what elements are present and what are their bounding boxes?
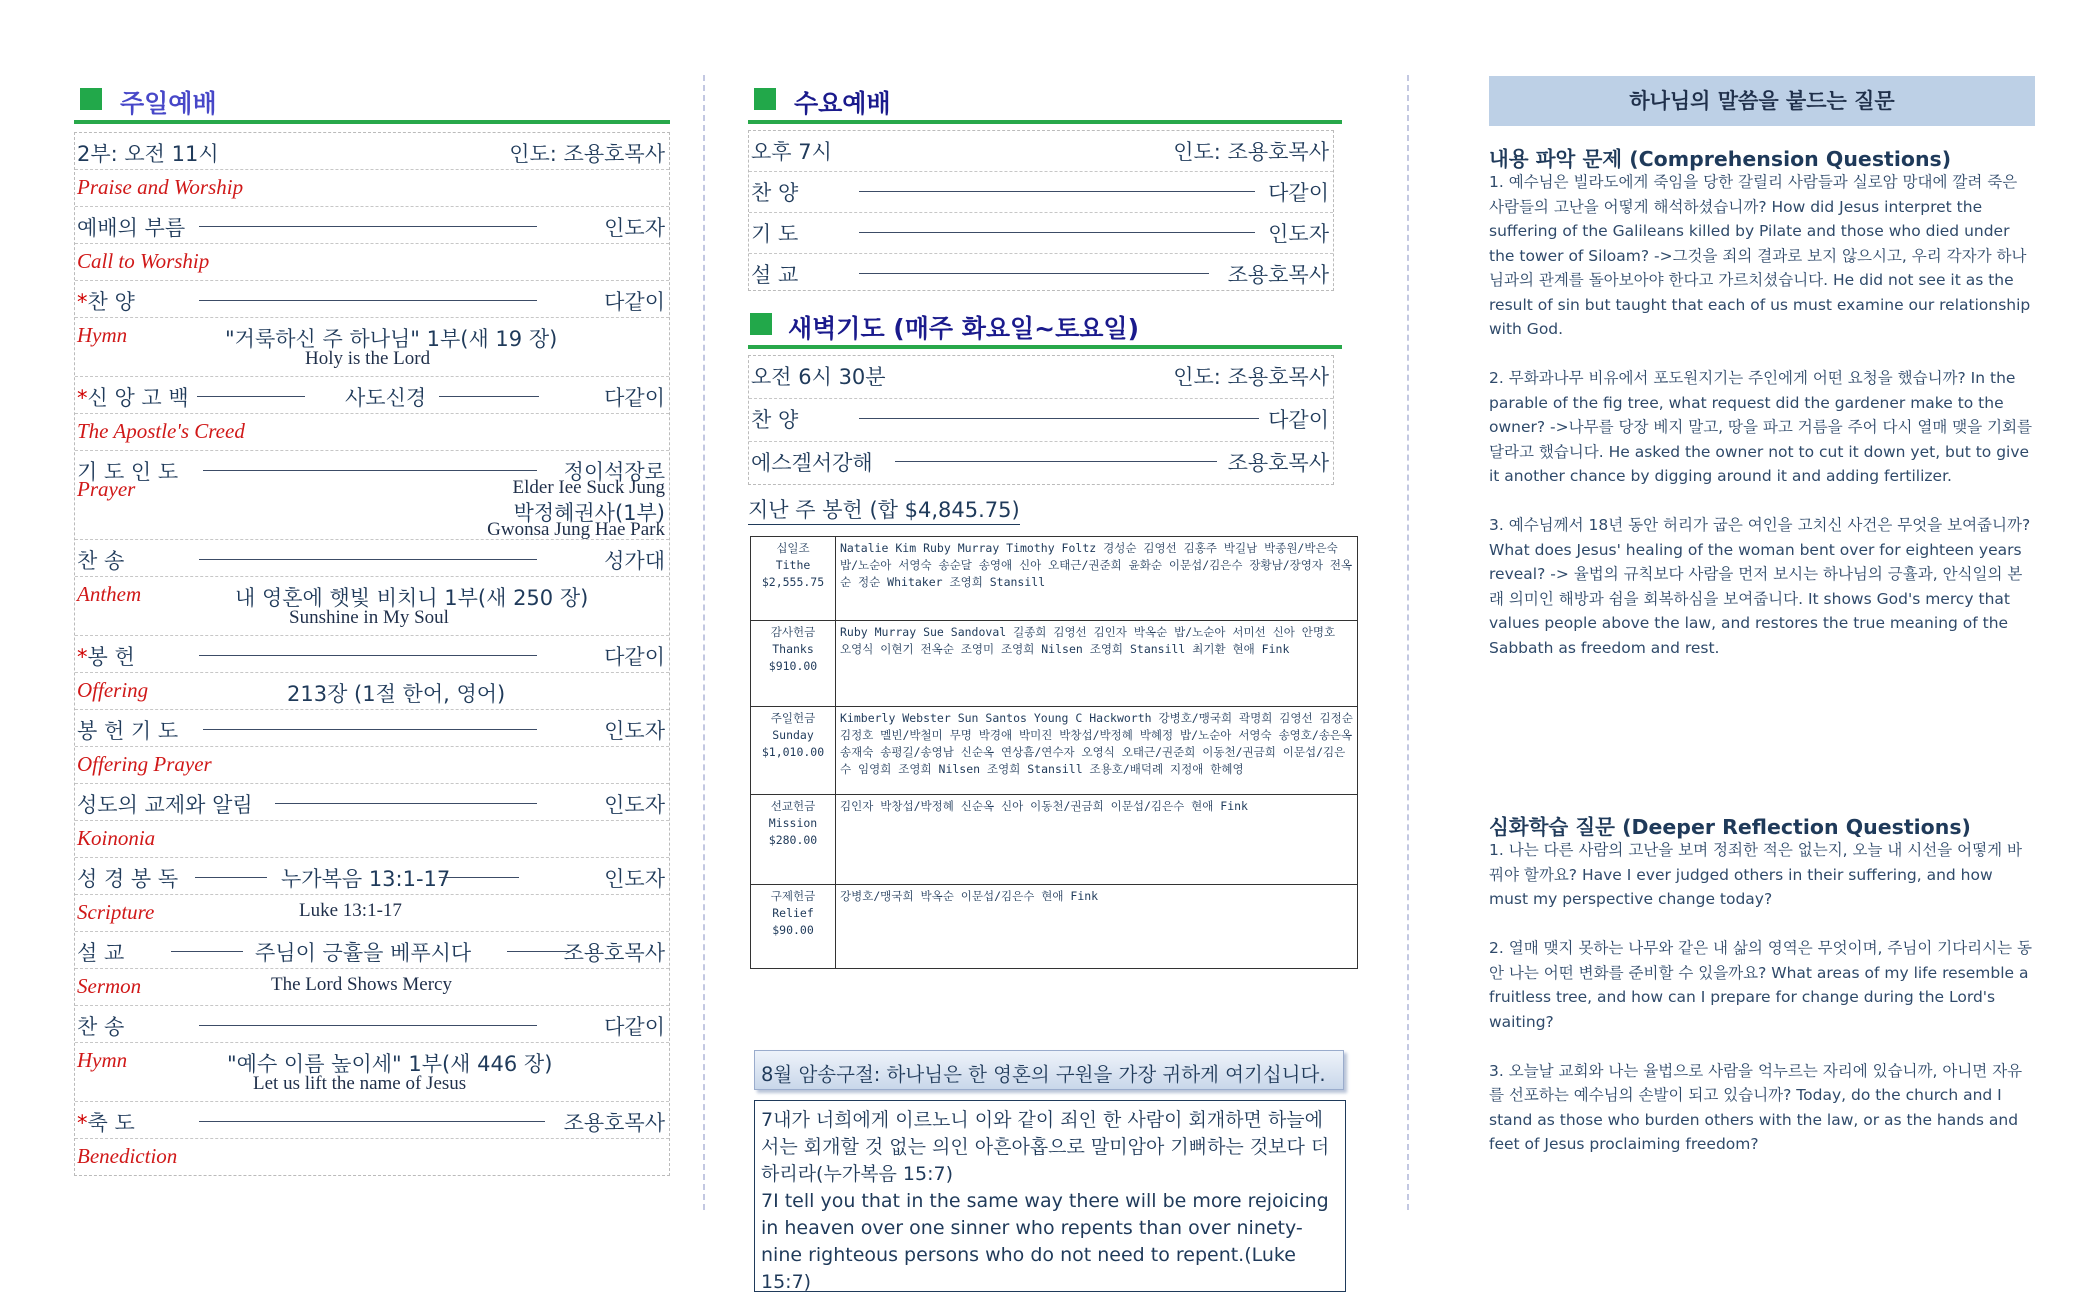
dawn-leader: 인도: 조용호목사 [1173, 365, 1329, 389]
sermon-sub: The Lord Shows Mercy [271, 974, 452, 995]
list-item: 3. 예수님께서 18년 동안 허리가 굽은 여인을 고치신 사건은 무엇을 보여줍니까? What does Jesus' healing of the woman bent over for eighteen years reveal? -> 율법의 규칙보다 사람을 먼저 보시는 하나님의 긍휼과, 안식일의 본래 의미인 해방과 쉼을 회복하심을 보여줍니다. It shows God's mercy that values people above the law, and restores the true meaning of the Sabbath as freedom and rest. [1489, 516, 2031, 657]
offering-amount: $910.00 [768, 659, 818, 673]
bene-who: 조용호목사 [563, 1111, 665, 1135]
memory-verse-header [754, 1050, 1344, 1090]
offering-amount: $1,010.00 [761, 745, 825, 759]
star-mark: * [77, 290, 88, 314]
offering-names: Ruby Murray Sue Sandoval 길종희 김영선 김인자 박옥순 밥/노순아 서미선 신아 안명호 오영식 이현기 전옥순 조영미 조영희 Nilsen 조영희 Stansill 최기환 현애 Fink [836, 621, 1358, 707]
hymn2-title: "예수 이름 높이세" 1부(새 446 장) [227, 1052, 553, 1076]
hymn1-en: Hymn [77, 323, 128, 347]
dawn-title: 새벽기도 (매주 화요일~토요일) [788, 314, 1140, 343]
prayer-en2: Gwonsa Jung Hae Park [487, 519, 665, 540]
oprayer-who: 인도자 [604, 719, 665, 743]
dawn-r1-who: 다같이 [1268, 408, 1329, 432]
offering-kind-en: Relief [772, 906, 814, 920]
offering-table [750, 536, 1358, 969]
list-item: 2. 열매 맺지 못하는 나무와 같은 내 삶의 영역은 무엇이며, 주님이 기다리시는 동안 나는 어떤 변화를 준비할 수 있을까요? What areas of my life resemble a fruitless tree, and how can I prepare for change during the Lord's waiting? [1489, 939, 2033, 1031]
hymn1-sub: Holy is the Lord [305, 348, 431, 369]
bene-en: Benediction [77, 1144, 178, 1168]
deeper-title: 심화학습 질문 (Deeper Reflection Questions) [1489, 815, 1971, 839]
wednesday-title: 수요예배 [794, 89, 891, 118]
koin-ko: 성도의 교제와 알림 [77, 793, 253, 817]
wed-time: 오후 7시 [751, 140, 832, 164]
offering-kind: 주일헌금 [770, 711, 816, 725]
list-item: 1. 나는 다른 사람의 고난을 보며 정죄한 적은 없는지, 오늘 내 시선을 어떻게 바꿔야 할까요? Have I ever judged others in their suffering, and how must my perspective change today? [1489, 841, 2022, 908]
oprayer-en: Offering Prayer [77, 752, 212, 776]
offering-names: Natalie Kim Ruby Murray Timothy Foltz 경성순 김영선 김홍주 박길남 박종원/박은숙 밥/노순아 서영숙 송순달 송영애 신아 오태근/권준희 윤화순 이문섭/김은수 장황남/장영자 전옥순 정순 Whitaker 조영희 Stansill [836, 537, 1358, 621]
dawn-r2-who: 조용호목사 [1227, 451, 1329, 475]
sunday-title: 주일예배 [120, 89, 217, 118]
list-item: 1. 예수님은 빌라도에게 죽임을 당한 갈릴리 사람들과 실로암 망대에 깔려 죽은 사람들의 고난을 어떻게 해석하셨습니까? How did Jesus interpret the suffering of the Galileans killed by Pilate and those who died under the tower of Siloam? ->그것을 죄의 결과로 보지 않으시고, 우리 각자가 하나님과의 관계를 돌아보아야 한다고 가르치셨습니다. He did not see it as the result of sin but taught that each of us must examine our relationship with God. [1489, 173, 2031, 338]
scripture-en: Scripture [77, 900, 155, 924]
deeper-questions [1489, 838, 2035, 1181]
column-divider [703, 75, 705, 1210]
bene-ko: 축 도 [87, 1111, 135, 1135]
hymn2-ko: 찬 송 [77, 1015, 125, 1039]
memory-verse-ko: 7내가 너희에게 이르노니 이와 같이 죄인 한 사람이 회개하면 하늘에서는 회개할 것 없는 의인 아흔아홉으로 말미암아 기뻐하는 것보다 더하리라(누가복음 15:7) [761, 1109, 1330, 1185]
wednesday-order [748, 130, 1334, 291]
scripture-ko: 성 경 봉 독 [77, 867, 179, 891]
offering-kind-en: Thanks [772, 642, 814, 656]
prayer-who1: 정이석장로 [563, 460, 665, 484]
koin-en: Koinonia [77, 826, 156, 850]
table-row [751, 707, 1358, 795]
dawn-order [748, 355, 1334, 485]
scripture-mid: 누가복음 13:1-17 [281, 867, 451, 891]
memory-verse-title: 8월 암송구절: 하나님은 한 영혼의 구원을 가장 귀하게 여기십니다. [761, 1063, 1326, 1086]
sermon-ko: 설 교 [77, 941, 125, 965]
offering-amount: $90.00 [772, 923, 814, 937]
section-square-icon [80, 88, 102, 110]
section-square-icon [754, 88, 776, 110]
offering-names: Kimberly Webster Sun Santos Young C Hackworth 강병호/맹국희 곽명희 김영선 김정순 김정호 멜빈/박철미 무명 박경애 박미진 박창섭/박정혜 박혜정 밥/노순아 서영숙 송영호/송은옥 송재숙 송평길/송영남 신순옥 연상흠/연수자 오영식 오태근/권준희 이동천/권금희 이문섭/김은수 임영희 조영희 Nilsen 조영희 Stansill 조용호/배덕례 지정애 한혜영 [836, 707, 1358, 795]
offering-kind-en: Tithe [775, 558, 811, 572]
anthem-who: 성가대 [604, 549, 665, 573]
hymn2-en: Hymn [77, 1048, 128, 1072]
sermon-who: 조용호목사 [563, 941, 665, 965]
questions-title: 하나님의 말씀을 붙드는 질문 [1489, 76, 2035, 126]
offering-en: Offering [77, 678, 149, 702]
call-en: Call to Worship [77, 249, 210, 273]
prayer-en: Prayer [77, 477, 136, 501]
offering-kind-en: Mission [768, 816, 818, 830]
table-row [751, 885, 1358, 969]
call-who: 인도자 [604, 216, 665, 240]
star-mark: * [77, 645, 88, 669]
memory-verse-en: 7I tell you that in the same way there will be more rejoicing in heaven over one sinner who repents than over ninety-nine righteous persons who do not need to repent.(Luke 15:7) [761, 1190, 1329, 1293]
anthem-ko: 찬 송 [77, 549, 125, 573]
creed-ko: 신 앙 고 백 [87, 386, 189, 410]
offering-kind: 감사헌금 [770, 625, 816, 639]
service-leader: 인도: 조용호목사 [509, 142, 665, 166]
offering-amount: $2,555.75 [761, 575, 825, 589]
list-item: 2. 무화과나무 비유에서 포도원지기는 주인에게 어떤 요청을 했습니까? In the parable of the fig tree, what request did the gardener make to the owner? ->나무를 당장 베지 말고, 땅을 파고 거름을 주어 다시 열매 맺을 기회를 달라고 했습니다. He asked the owner not to cut it down yet, but to give it another chance by digging around it and adding fertilizer. [1489, 369, 2033, 485]
service-time: 2부: 오전 11시 [77, 142, 219, 166]
offering-kind: 구제헌금 [770, 889, 816, 903]
sunday-header [74, 70, 670, 124]
wed-r2-who: 인도자 [1268, 222, 1329, 246]
prayer-who2: 박정혜권사(1부) [513, 501, 665, 525]
offering-title: 지난 주 봉헌 (합 $4,845.75) [748, 494, 1020, 525]
prayer-en1: Elder Iee Suck Jung [512, 477, 665, 498]
offering-hymn: 213장 (1절 한어, 영어) [287, 682, 506, 706]
sunday-order [74, 132, 670, 1176]
wed-leader: 인도: 조용호목사 [1173, 140, 1329, 164]
creed-mid: 사도신경 [345, 386, 427, 410]
table-row [751, 795, 1358, 885]
wed-r1-who: 다같이 [1268, 181, 1329, 205]
offering-kind: 십일조 [776, 541, 810, 555]
praise-en: Praise and Worship [77, 175, 244, 199]
offering-amount: $280.00 [768, 833, 818, 847]
comprehension-questions [1489, 170, 2035, 685]
creed-en: The Apostle's Creed [77, 419, 245, 443]
table-row [751, 621, 1358, 707]
wed-r3-who: 조용호목사 [1227, 263, 1329, 287]
offering-names: 강병호/맹국희 박옥순 이문섭/김은수 현애 Fink [836, 885, 1358, 969]
offering-ko: 봉 헌 [87, 645, 135, 669]
dawn-time: 오전 6시 30분 [751, 365, 886, 389]
sunday-service [74, 70, 670, 1176]
koin-who: 인도자 [604, 793, 665, 817]
oprayer-ko: 봉 헌 기 도 [77, 719, 179, 743]
scripture-sub: Luke 13:1-17 [299, 900, 402, 921]
wed-r2: 기 도 [751, 222, 799, 246]
dawn-r2: 에스겔서강해 [751, 451, 873, 475]
list-item: 3. 오늘날 교회와 나는 율법으로 사람을 억누르는 자리에 있습니까, 아니면 자유를 선포하는 예수님의 손발이 되고 있습니까? Today, do the church and I stand as those who burden others with the law, or as the hands and feet of Jesus proclaiming freedom? [1489, 1061, 2023, 1153]
dawn-r1: 찬 양 [751, 408, 799, 432]
anthem-sub: Sunshine in My Soul [289, 607, 449, 628]
offering-kind: 선교헌금 [770, 799, 816, 813]
table-row [751, 537, 1358, 621]
sermon-en: Sermon [77, 974, 142, 998]
praise-who: 다같이 [604, 290, 665, 314]
hymn2-sub: Let us lift the name of Jesus [253, 1073, 467, 1094]
call-ko: 예배의 부름 [77, 216, 186, 240]
section-square-icon [750, 313, 772, 335]
creed-who: 다같이 [604, 386, 665, 410]
offering-who: 다같이 [604, 645, 665, 669]
hymn1-title: "거룩하신 주 하나님" 1부(새 19 장) [225, 327, 558, 351]
comprehension-title: 내용 파악 문제 (Comprehension Questions) [1489, 147, 1952, 171]
wednesday-header [748, 70, 1342, 124]
star-mark: * [77, 386, 88, 410]
offering-names: 김인자 박창섭/박정혜 신순옥 신아 이동천/권금희 이문섭/김은수 현애 Fink [836, 795, 1358, 885]
star-mark: * [77, 1111, 88, 1135]
dawn-header [748, 301, 1342, 349]
anthem-en: Anthem [77, 582, 142, 606]
offering-kind-en: Sunday [772, 728, 814, 742]
hymn2-who: 다같이 [604, 1015, 665, 1039]
scripture-who: 인도자 [604, 867, 665, 891]
memory-verse-box [754, 1100, 1346, 1292]
column-divider [1407, 75, 1409, 1210]
praise-ko: 찬 양 [87, 290, 135, 314]
weekday-services [748, 70, 1353, 1293]
wed-r1: 찬 양 [751, 181, 799, 205]
wed-r3: 설 교 [751, 263, 799, 287]
prayer-ko: 기 도 인 도 [77, 460, 179, 484]
anthem-title: 내 영혼에 햇빛 비치니 1부(새 250 장) [235, 586, 589, 610]
sermon-mid: 주님이 긍휼을 베푸시다 [255, 941, 472, 965]
